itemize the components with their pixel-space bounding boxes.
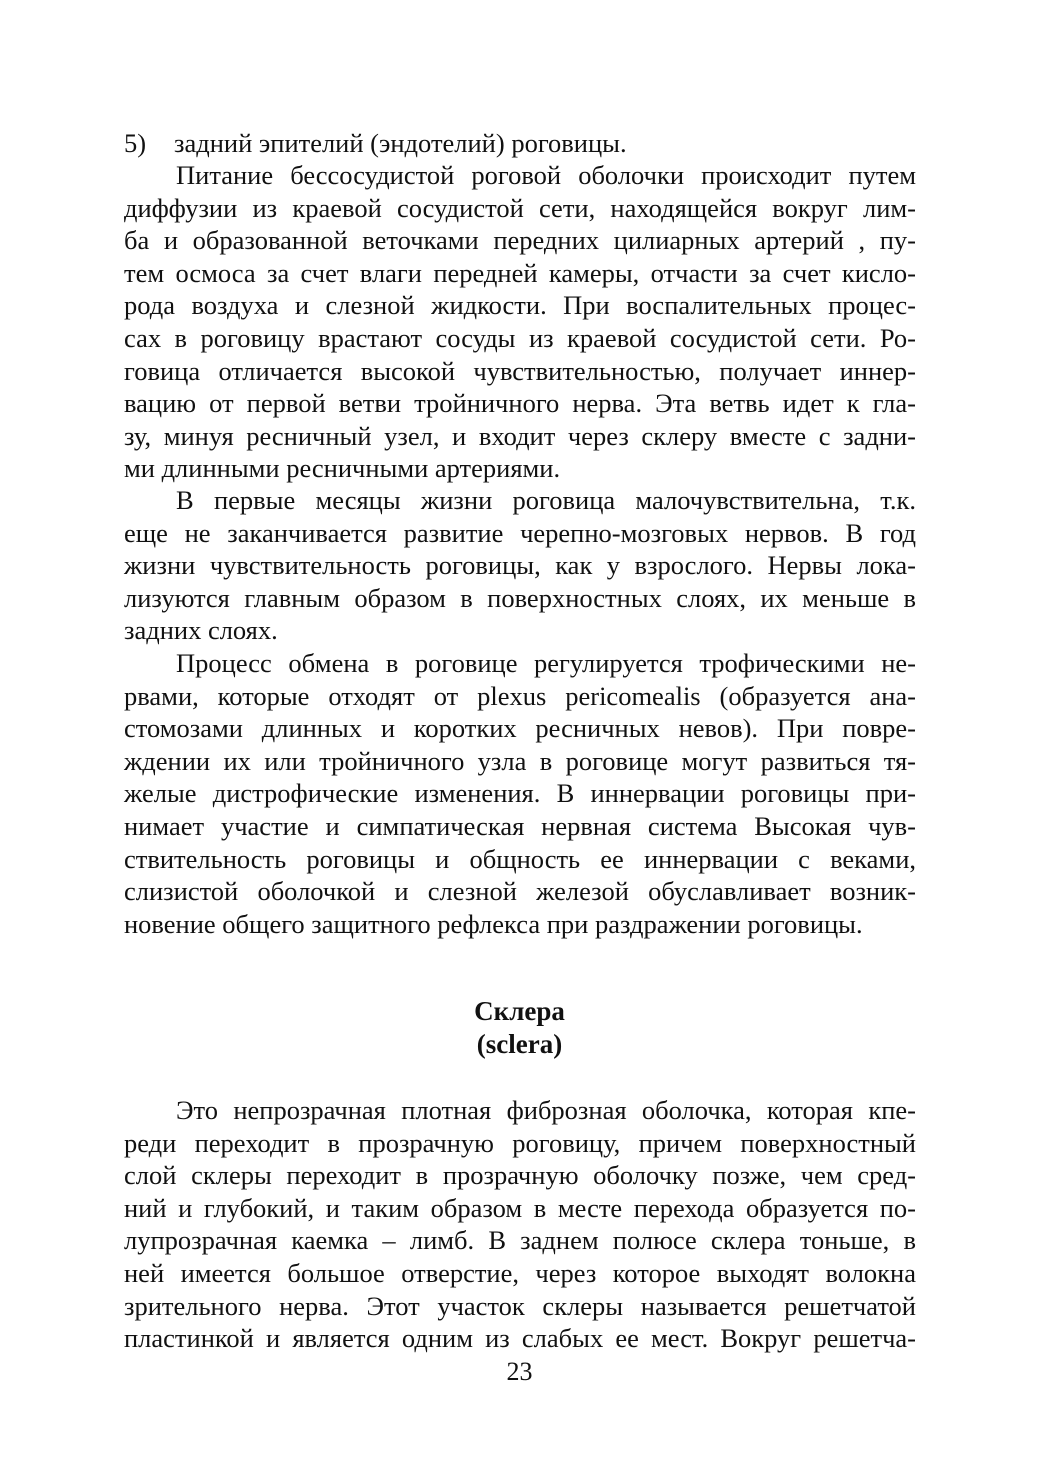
paragraph-line: новение общего защитного рефлекса при раздражении роговицы. (124, 908, 863, 939)
section-subtitle: (sclera) (476, 1029, 563, 1059)
paragraph-trophic-nerves (124, 647, 916, 940)
paragraph-line: говица отличается высокой чувствительностью, получает иннер- (124, 355, 916, 386)
list-item-text: задний эпителий (эндотелий) роговицы. (174, 128, 627, 158)
paragraph-line: жизни чувствительность роговицы, как у взрослого. Нервы лока- (124, 550, 916, 581)
paragraph-line: диффузии из краевой сосудистой сети, находящейся вокруг лим- (124, 192, 916, 223)
page-number: 23 (506, 1357, 533, 1386)
paragraph-line: зрительного нерва. Этот участок склеры называется решетчатой (124, 1290, 916, 1321)
paragraph-line: лупрозрачная каемка – лимб. В заднем полюсе склера тоньше, в (124, 1225, 916, 1256)
paragraph-line: ба и образованной веточками передних цилиарных артерий , пу- (124, 225, 916, 256)
paragraph-line: слизистой оболочкой и слезной железой обуславливает возник- (124, 876, 916, 907)
paragraph-sensitivity (124, 484, 916, 647)
section-title: Склера (474, 996, 565, 1026)
paragraph-line: ний и глубокий, и таким образом в месте перехода образуется по- (124, 1192, 916, 1223)
paragraph-corneal-nutrition (124, 159, 916, 485)
paragraph-line: ней имеется большое отверстие, через которое выходят волокна (124, 1257, 916, 1288)
paragraph-line: нимает участие и симпатическая нервная система Высокая чув- (124, 810, 916, 841)
paragraph-line: Питание бессосудистой роговой оболочки происходит путем (176, 160, 916, 190)
paragraph-line: пластинкой и является одним из слабых ее мест. Вокруг решетча- (124, 1323, 916, 1354)
paragraph-line: еще не заканчивается развитие черепно-мозговых нервов. В год (124, 517, 916, 548)
paragraph-line: задних слоях. (124, 615, 278, 646)
paragraph-line: реди переходит в прозрачную роговицу, причем поверхностный (124, 1127, 916, 1158)
paragraph-line: вацию от первой ветви тройничного нерва. Эта ветвь идет к гла- (124, 388, 916, 419)
paragraph-line: стомозами длинных и коротких ресничных невов). При повре- (124, 713, 916, 744)
paragraph-line: Процесс обмена в роговице регулируется трофическими не- (176, 648, 916, 678)
paragraph-line: В первые месяцы жизни роговица малочувствительна, т.к. (176, 485, 916, 515)
paragraph-sclera (124, 1094, 916, 1355)
paragraph-line: тем осмоса за счет влаги передней камеры, отчасти за счет кисло- (124, 257, 916, 288)
paragraph-line: сах в роговицу врастают сосуды из краевой сосудистой сети. Ро- (124, 322, 916, 353)
list-item (124, 127, 627, 160)
list-item-number: 5) (124, 128, 147, 158)
paragraph-line: лизуются главным образом в поверхностных слоях, их меньше в (124, 582, 916, 613)
paragraph-line: слой склеры переходит в прозрачную оболочку позже, чем сред- (124, 1160, 916, 1191)
paragraph-line: ми длинными ресничными артериями. (124, 453, 561, 484)
paragraph-line: ствительность роговицы и общность ее иннервации с веками, (124, 843, 916, 874)
paragraph-line: зу, минуя ресничный узел, и входит через склеру вместе с задни- (124, 420, 916, 451)
paragraph-line: желые дистрофические изменения. В иннервации роговицы при- (124, 778, 916, 809)
paragraph-line: рвами, которые отходят от plexus pericomealis (образуется ана- (124, 680, 916, 711)
paragraph-line: Это непрозрачная плотная фиброзная оболочка, которая кпе- (176, 1095, 916, 1125)
paragraph-line: ждении их или тройничного узла в роговице могут развиться тя- (124, 745, 916, 776)
paragraph-line: рода воздуха и слезной жидкости. При воспалительных процес- (124, 290, 916, 321)
